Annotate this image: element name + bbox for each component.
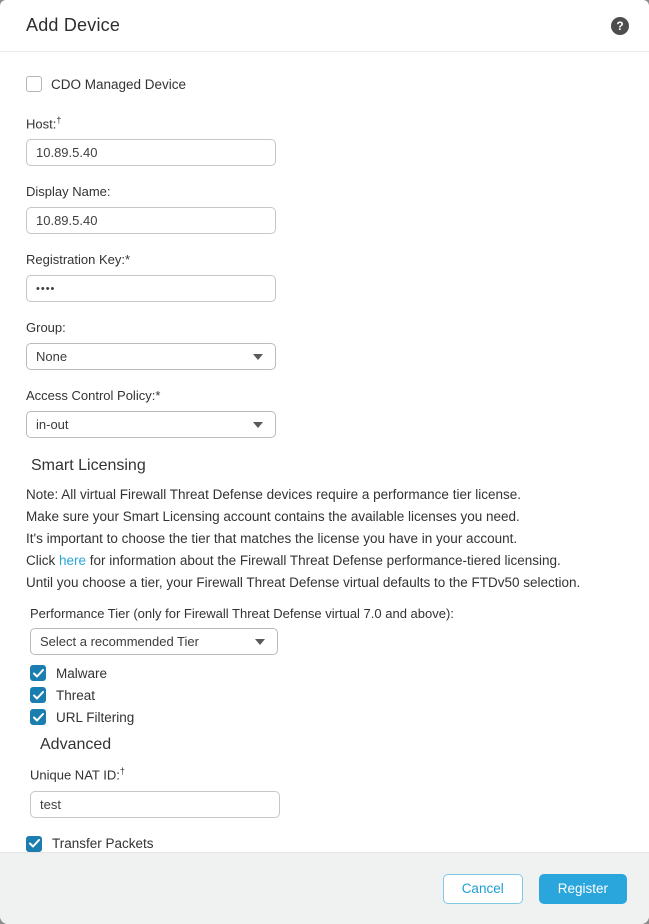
performance-tier-select-value: Select a recommended Tier <box>40 634 199 650</box>
transfer-packets-label: Transfer Packets <box>52 836 154 852</box>
chevron-down-icon <box>253 354 263 360</box>
chevron-down-icon <box>255 639 265 645</box>
group-select-value: None <box>36 349 68 365</box>
registration-key-label: Registration Key:* <box>26 252 131 268</box>
access-control-policy-select[interactable] <box>26 411 276 438</box>
url-filtering-checkbox-row[interactable] <box>30 709 623 725</box>
cdo-managed-device-label: CDO Managed Device <box>51 76 187 92</box>
help-icon[interactable]: ? <box>611 17 629 35</box>
unique-nat-id-input[interactable] <box>30 791 280 818</box>
dagger-marker: † <box>119 766 125 777</box>
smart-licensing-heading: Smart Licensing <box>31 457 146 475</box>
display-name-input[interactable] <box>26 207 276 234</box>
registration-key-input[interactable] <box>26 275 276 302</box>
malware-checkbox[interactable] <box>30 665 46 681</box>
cdo-managed-device-checkbox-row[interactable] <box>26 76 623 92</box>
transfer-packets-checkbox-row[interactable] <box>26 836 623 852</box>
check-icon <box>29 839 40 848</box>
performance-tier-select[interactable] <box>30 628 278 655</box>
dagger-marker: † <box>56 115 62 125</box>
url-filtering-label: URL Filtering <box>56 709 135 725</box>
note-line: It's important to choose the tier that matches the license you have in your account. <box>26 531 518 547</box>
unique-nat-id-field-group <box>30 763 623 817</box>
access-control-policy-select-value: in-out <box>36 417 69 433</box>
registration-key-field-group <box>26 252 623 302</box>
page-title: Add Device <box>26 15 121 35</box>
performance-tier-label: Performance Tier (only for Firewall Threat Defense virtual 7.0 and above): <box>30 606 454 622</box>
dialog-header <box>0 0 649 52</box>
note-line: Until you choose a tier, your Firewall Threat Defense virtual defaults to the FTDv50 selection. <box>26 575 581 591</box>
register-button[interactable]: Register <box>539 874 627 904</box>
check-icon <box>33 691 44 700</box>
host-field-group <box>26 112 623 166</box>
chevron-down-icon <box>253 422 263 428</box>
unique-nat-id-label: Unique NAT ID:† <box>30 766 125 783</box>
group-label: Group: <box>26 320 66 336</box>
access-control-policy-field-group <box>26 388 623 438</box>
here-link[interactable]: here <box>59 553 87 569</box>
host-input[interactable] <box>26 139 276 166</box>
advanced-heading: Advanced <box>40 736 112 754</box>
host-label: Host:† <box>26 115 62 132</box>
threat-label: Threat <box>56 687 96 703</box>
access-control-policy-label: Access Control Policy:* <box>26 388 161 404</box>
malware-label: Malware <box>56 665 108 681</box>
dialog-footer <box>0 852 649 924</box>
license-checkbox-list <box>30 665 623 725</box>
smart-licensing-note <box>26 484 623 594</box>
cdo-managed-device-checkbox[interactable] <box>26 76 42 92</box>
display-name-field-group <box>26 184 623 234</box>
dialog-body <box>0 52 649 852</box>
malware-checkbox-row[interactable] <box>30 665 623 681</box>
note-line: Note: All virtual Firewall Threat Defense devices require a performance tier license. <box>26 487 521 503</box>
check-icon <box>33 669 44 678</box>
note-line: Make sure your Smart Licensing account contains the available licenses you need. <box>26 509 520 525</box>
cancel-button[interactable]: Cancel <box>443 874 523 904</box>
display-name-label: Display Name: <box>26 184 111 200</box>
threat-checkbox[interactable] <box>30 687 46 703</box>
note-line: Click here for information about the Firewall Threat Defense performance-tiered licensing. <box>26 553 561 569</box>
check-icon <box>33 713 44 722</box>
threat-checkbox-row[interactable] <box>30 687 623 703</box>
url-filtering-checkbox[interactable] <box>30 709 46 725</box>
group-select[interactable] <box>26 343 276 370</box>
transfer-packets-checkbox[interactable] <box>26 836 42 852</box>
group-field-group <box>26 320 623 370</box>
